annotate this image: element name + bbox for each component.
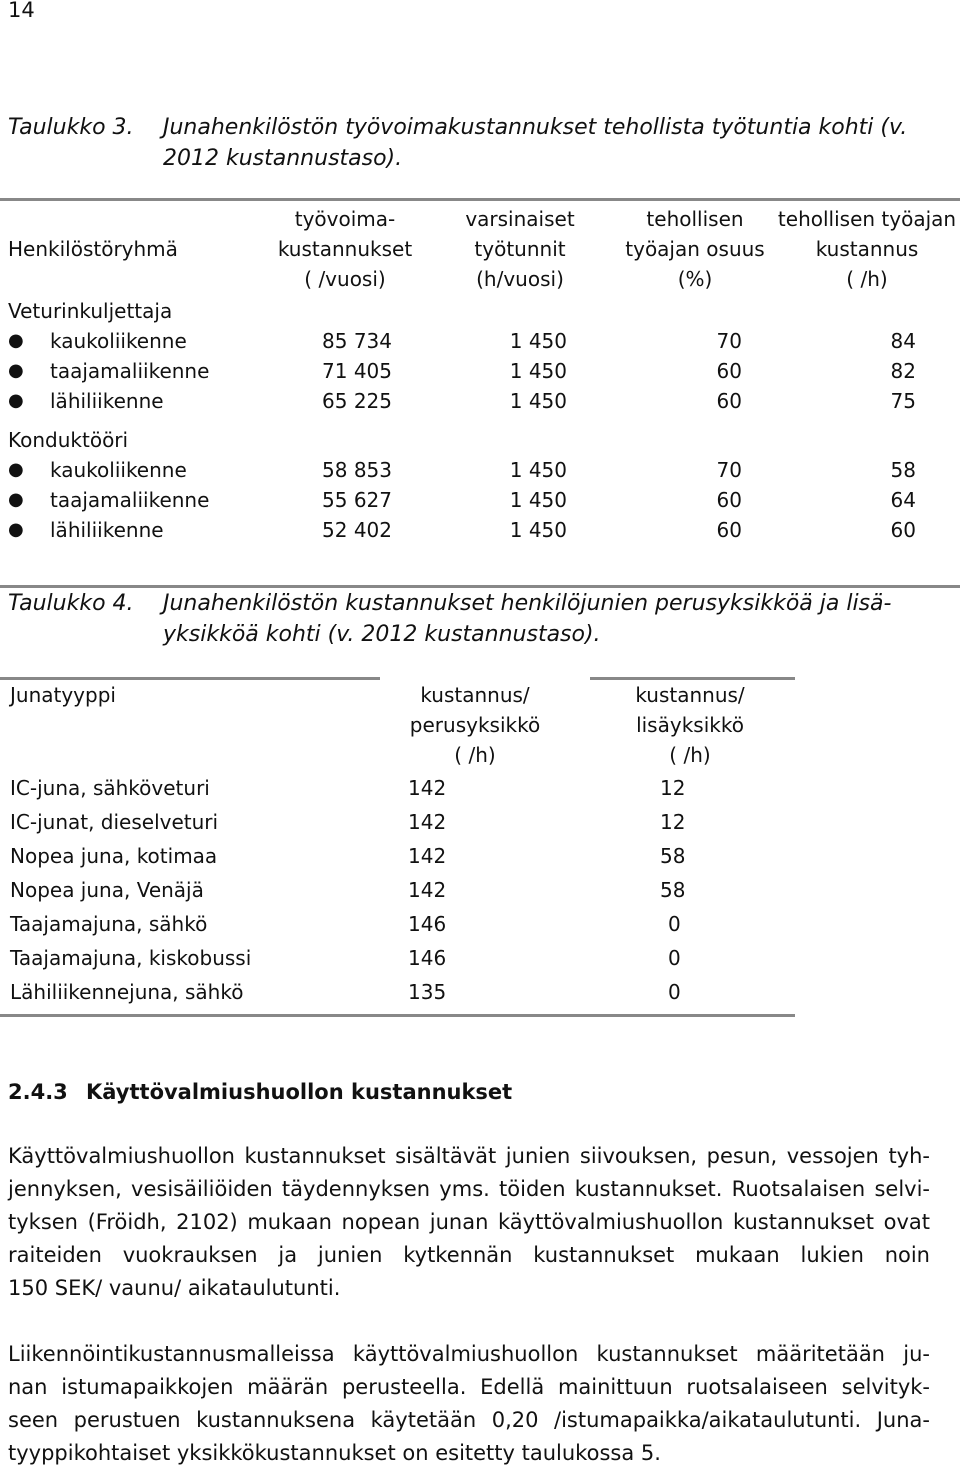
base-cost-cell: 142 bbox=[408, 844, 447, 868]
table-row bbox=[0, 326, 960, 356]
hours-cell: 1 450 bbox=[509, 488, 567, 512]
hours-cell: 1 450 bbox=[509, 329, 567, 353]
paragraph-line: 150 SEK/ vaunu/ aikataulutunti. bbox=[8, 1276, 341, 1300]
extra-cost-cell: 58 bbox=[660, 844, 686, 868]
table3-caption-line-1: Junahenkilöstön työvoimakustannukset tehollista työtuntia kohti (v. bbox=[163, 115, 908, 140]
extra-cost-cell: 58 bbox=[660, 878, 686, 902]
paragraph-line: Liikennöintikustannusmalleissa käyttövalmiushuollon kustannukset määritetään ju- bbox=[8, 1342, 930, 1366]
paragraph-line: jennyksen, vesisäiliöiden täydennyksen yms. töiden kustannukset. Ruotsalaisen selvi- bbox=[8, 1177, 930, 1201]
train-type: Taajamajuna, sähkö bbox=[10, 912, 208, 936]
paragraph-line: raiteiden vuokrauksen ja junien kytkennän kustannukset mukaan lukien noin bbox=[8, 1243, 930, 1267]
base-cost-cell: 142 bbox=[408, 878, 447, 902]
base-cost-cell: 146 bbox=[408, 912, 447, 936]
share-cell: 60 bbox=[716, 359, 742, 383]
cost-cell: 52 402 bbox=[322, 518, 392, 542]
bullet-icon: ● bbox=[8, 360, 24, 381]
table-row bbox=[0, 485, 960, 515]
cost-cell: 65 225 bbox=[322, 389, 392, 413]
hours-cell: 1 450 bbox=[509, 359, 567, 383]
extra-cost-cell: 0 bbox=[668, 912, 681, 936]
table-row bbox=[0, 386, 960, 416]
table3-header-share: tehollisen työajan osuus (%) bbox=[625, 207, 765, 291]
bullet-icon: ● bbox=[8, 390, 24, 411]
row-name: kaukoliikenne bbox=[50, 458, 187, 482]
train-type: Taajamajuna, kiskobussi bbox=[10, 946, 252, 970]
section-title: Käyttövalmiushuollon kustannukset bbox=[86, 1080, 513, 1104]
table4-header-type: Junatyyppi bbox=[10, 683, 116, 707]
table3-bottom-rule bbox=[0, 585, 960, 588]
section-heading bbox=[8, 1080, 512, 1104]
table3-header-cost: työvoima- kustannukset ( /vuosi) bbox=[277, 207, 413, 291]
table-row bbox=[0, 455, 960, 485]
base-cost-cell: 135 bbox=[408, 980, 447, 1004]
group-name: Veturinkuljettaja bbox=[8, 299, 173, 323]
table-row bbox=[0, 839, 795, 873]
table-row bbox=[0, 771, 795, 805]
hourly-cell: 82 bbox=[890, 359, 916, 383]
share-cell: 60 bbox=[716, 488, 742, 512]
table3-header-hours: varsinaiset työtunnit (h/vuosi) bbox=[465, 207, 575, 291]
hours-cell: 1 450 bbox=[509, 458, 567, 482]
train-type: Nopea juna, Venäjä bbox=[10, 878, 204, 902]
paragraph-line: Käyttövalmiushuollon kustannukset sisältävät junien siivouksen, pesun, vessojen tyh- bbox=[8, 1144, 930, 1168]
cost-cell: 85 734 bbox=[322, 329, 392, 353]
bullet-icon: ● bbox=[8, 459, 24, 480]
base-cost-cell: 142 bbox=[408, 810, 447, 834]
row-name: lähiliikenne bbox=[50, 518, 164, 542]
paragraph-line: tyksen (Fröidh, 2102) mukaan nopean junan käyttövalmiushuollon kustannukset ovat bbox=[8, 1210, 930, 1234]
table4-caption-line-2: yksikköä kohti (v. 2012 kustannustaso). bbox=[163, 622, 601, 647]
table3-header-group: Henkilöstöryhmä bbox=[8, 237, 178, 261]
table-row bbox=[0, 515, 960, 545]
share-cell: 60 bbox=[716, 518, 742, 542]
train-type: Lähiliikennejuna, sähkö bbox=[10, 980, 244, 1004]
table4-header-extra: kustannus/ lisäyksikkö ( /h) bbox=[635, 683, 745, 767]
table-row bbox=[0, 941, 795, 975]
table4 bbox=[0, 677, 795, 1017]
paragraph-line: tyyppikohtaiset yksikkökustannukset on esitetty taulukossa 5. bbox=[8, 1441, 661, 1465]
table3-caption-line-2: 2012 kustannustaso). bbox=[163, 146, 403, 171]
bullet-icon: ● bbox=[8, 330, 24, 351]
table-row bbox=[0, 356, 960, 386]
hourly-cell: 58 bbox=[890, 458, 916, 482]
table-row bbox=[0, 907, 795, 941]
extra-cost-cell: 0 bbox=[668, 980, 681, 1004]
table3-caption bbox=[8, 113, 948, 177]
table4-bottom-rule bbox=[0, 1014, 795, 1017]
table3-group-row bbox=[0, 425, 960, 455]
table-row bbox=[0, 975, 795, 1009]
table4-caption-line-1: Junahenkilöstön kustannukset henkilöjunien perusyksikköä ja lisä- bbox=[163, 591, 892, 616]
cost-cell: 71 405 bbox=[322, 359, 392, 383]
paragraph-line: seen perustuen kustannuksena käytetään 0,20 /istumapaikka/aikataulutunti. Juna- bbox=[8, 1408, 930, 1432]
hours-cell: 1 450 bbox=[509, 389, 567, 413]
base-cost-cell: 146 bbox=[408, 946, 447, 970]
hours-cell: 1 450 bbox=[509, 518, 567, 542]
cost-cell: 58 853 bbox=[322, 458, 392, 482]
table-row bbox=[0, 873, 795, 907]
table3-top-rule bbox=[0, 198, 960, 201]
train-type: IC-junat, dieselveturi bbox=[10, 810, 219, 834]
hourly-cell: 75 bbox=[890, 389, 916, 413]
table3-group-row bbox=[0, 296, 960, 326]
share-cell: 60 bbox=[716, 389, 742, 413]
paragraph-line: nan istumapaikkojen määrän perusteella. Edellä mainittuun ruotsalaiseen selvityk- bbox=[8, 1375, 930, 1399]
extra-cost-cell: 12 bbox=[660, 810, 686, 834]
share-cell: 70 bbox=[716, 329, 742, 353]
hourly-cell: 60 bbox=[890, 518, 916, 542]
share-cell: 70 bbox=[716, 458, 742, 482]
table4-caption bbox=[8, 589, 948, 653]
paragraph-1 bbox=[8, 1140, 930, 1305]
table-row bbox=[0, 805, 795, 839]
table4-header-base: kustannus/ perusyksikkö ( /h) bbox=[409, 683, 541, 767]
train-type: IC-juna, sähköveturi bbox=[10, 776, 210, 800]
row-name: kaukoliikenne bbox=[50, 329, 187, 353]
page-number: 14 bbox=[8, 0, 35, 22]
row-name: lähiliikenne bbox=[50, 389, 164, 413]
table3-caption-label: Taulukko 3. bbox=[8, 115, 134, 140]
paragraph-2 bbox=[8, 1338, 930, 1470]
bullet-icon: ● bbox=[8, 519, 24, 540]
extra-cost-cell: 0 bbox=[668, 946, 681, 970]
section-number: 2.4.3 bbox=[8, 1080, 68, 1104]
table3-header-hourly: tehollisen työajan kustannus ( /h) bbox=[777, 207, 957, 291]
group-name: Konduktööri bbox=[8, 428, 129, 452]
table3 bbox=[0, 198, 960, 588]
bullet-icon: ● bbox=[8, 489, 24, 510]
hourly-cell: 84 bbox=[890, 329, 916, 353]
base-cost-cell: 142 bbox=[408, 776, 447, 800]
train-type: Nopea juna, kotimaa bbox=[10, 844, 218, 868]
row-name: taajamaliikenne bbox=[50, 488, 210, 512]
cost-cell: 55 627 bbox=[322, 488, 392, 512]
row-name: taajamaliikenne bbox=[50, 359, 210, 383]
table4-caption-label: Taulukko 4. bbox=[8, 591, 134, 616]
hourly-cell: 64 bbox=[890, 488, 916, 512]
extra-cost-cell: 12 bbox=[660, 776, 686, 800]
